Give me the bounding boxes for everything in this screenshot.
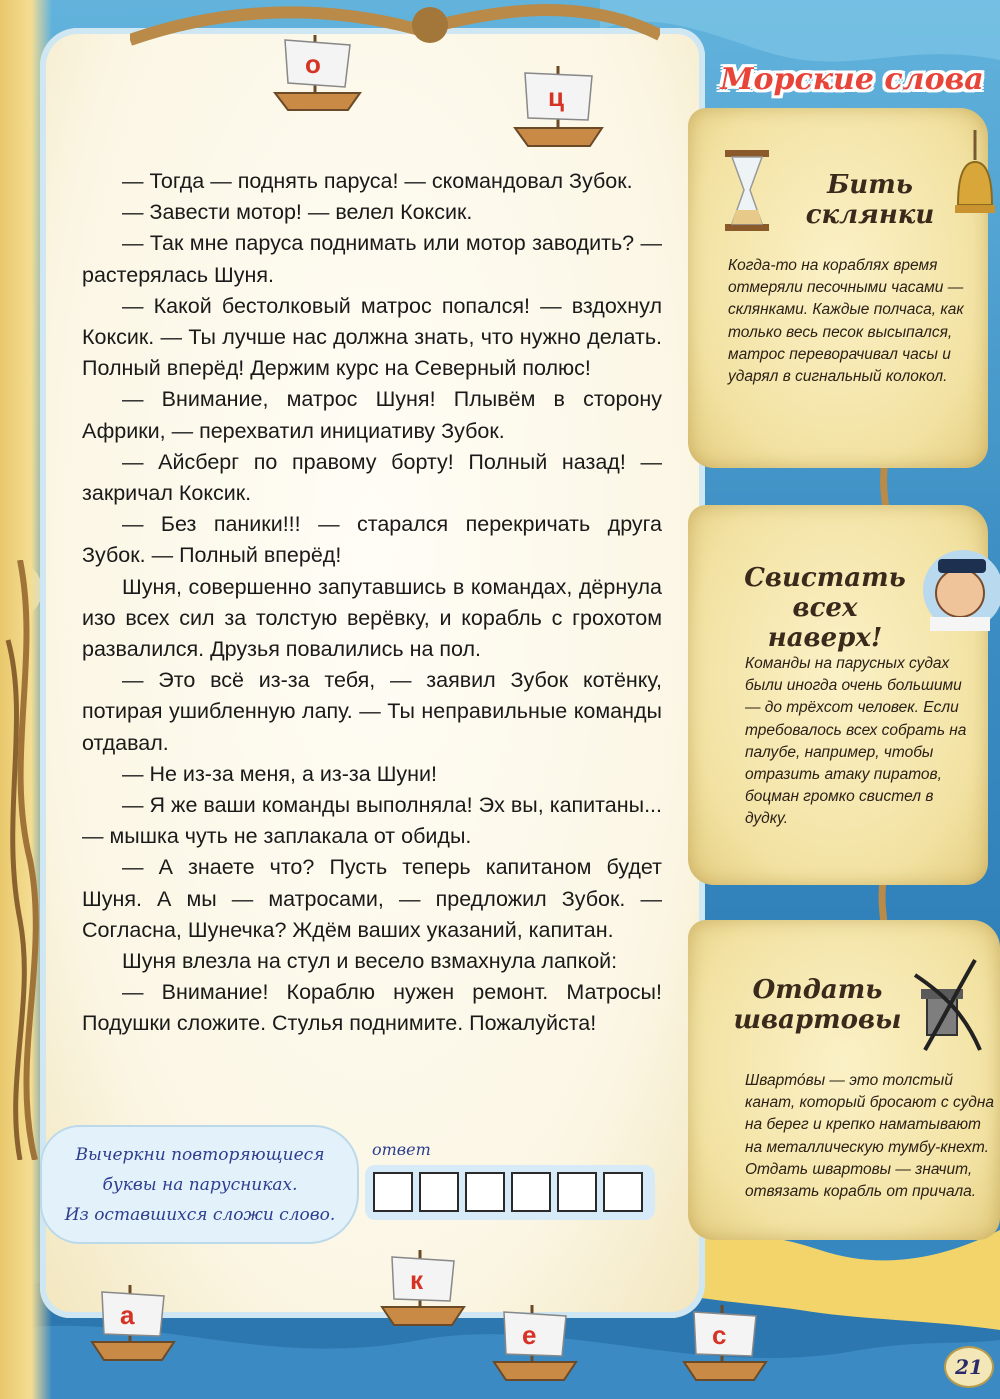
scroll-heading bbox=[730, 975, 905, 1035]
story-paragraph: — Айсберг по правому борту! Полный назад! — закричал Коксик. bbox=[82, 449, 662, 506]
scroll-body: Команды на парусных судах были иногда очень большими — до трёхсот человек. Если требовалось всех собрать на палубе, например, чтобы отразить атаку пиратов, боцман громко свистел в дудку. bbox=[745, 655, 967, 828]
boatswain-icon bbox=[918, 545, 1000, 635]
page-number: 21 bbox=[944, 1346, 994, 1388]
answer-box[interactable] bbox=[557, 1172, 597, 1212]
heading-line: Бить bbox=[827, 170, 913, 200]
heading-line: Отдать bbox=[752, 975, 883, 1005]
scroll-body: Когда-то на кораблях время отмеряли песочными часами — склянками. Каждые полчаса, как только весь песок высыпался, матрос переворачивал часы и ударял в сигнальный колокол. bbox=[728, 257, 964, 386]
boat-letter: о bbox=[305, 49, 321, 79]
task-line: буквы на парусниках. bbox=[102, 1175, 298, 1195]
story-paragraph: — Без паники!!! — старался перекричать друга Зубок. — Полный вперёд! bbox=[82, 512, 662, 568]
story-paragraph: — Завести мотор! — велел Коксик. bbox=[122, 200, 473, 225]
boat-bottom-3 bbox=[490, 1300, 580, 1385]
scroll-heading bbox=[780, 170, 960, 230]
task-line: Из оставшихся сложи слово. bbox=[64, 1205, 336, 1225]
heading-line: швартовы bbox=[733, 1005, 902, 1035]
boat-letter: ц bbox=[548, 82, 564, 112]
boat-letter: с bbox=[712, 1320, 727, 1350]
boat-bottom-4 bbox=[680, 1300, 770, 1385]
task-line: Вычеркни повторяющиеся bbox=[75, 1145, 325, 1165]
story-paragraph: — Внимание, матрос Шуня! Плывём в сторону Африки, — перехватил инициативу Зубок. bbox=[82, 387, 662, 443]
story-paragraph: — Не из-за меня, а из-за Шуни! bbox=[122, 761, 438, 786]
boat-letter: а bbox=[120, 1300, 135, 1330]
boat-top-left bbox=[270, 25, 365, 115]
story-paragraph: — А знаете что? Пусть теперь капитаном будет Шуня. А мы — матросами, — предложил Зубок. — Согласна, Шунечка? Ждём ваших указаний, капитан. bbox=[82, 855, 662, 942]
boat-top-right bbox=[510, 58, 605, 150]
boat-bottom-1 bbox=[88, 1280, 178, 1365]
task-instructions bbox=[50, 1140, 350, 1230]
answer-boxes bbox=[365, 1165, 655, 1220]
story-paragraph: — Я же ваши команды выполняла! Эх вы, капитаны... — мышка чуть не заплакала от обиды. bbox=[82, 793, 662, 849]
story-paragraph: — Внимание! Кораблю нужен ремонт. Матросы! Подушки сложите. Стулья поднимите. Пожалуйста! bbox=[82, 980, 662, 1036]
story-text bbox=[82, 166, 662, 1040]
story-paragraph: Шуня влезла на стул и весело взмахнула лапкой: bbox=[122, 949, 618, 974]
answer-box[interactable] bbox=[511, 1172, 551, 1212]
answer-label: ответ bbox=[372, 1140, 431, 1159]
story-paragraph: — Какой бестолковый матрос попался! — вздохнул Коксик. — Ты лучше нас должна знать, что нужно делать. Полный вперёд! Держим курс на Северный полюс! bbox=[82, 293, 662, 381]
heading-line: Свистать bbox=[744, 563, 906, 593]
scroll-body: Шварто́вы — это толстый канат, который бросают с судна на берег и крепко наматывают на металлическую тумбу-кнехт. Отдать швартовы — значит, отвязать корабль от причала. bbox=[745, 1072, 994, 1201]
boat-letter: к bbox=[410, 1265, 424, 1295]
heading-line: склянки bbox=[805, 200, 935, 230]
answer-box[interactable] bbox=[603, 1172, 643, 1212]
boat-letter: е bbox=[522, 1320, 537, 1350]
story-paragraph: Шуня, совершенно запутавшись в командах, дёрнула изо всех сил за толстую верёвку, и корабль с грохотом развалился. Друзья повалились на пол. bbox=[82, 574, 662, 662]
bollard-icon bbox=[905, 955, 990, 1055]
page-title: Морские слова bbox=[720, 62, 984, 97]
boat-bottom-2 bbox=[378, 1245, 468, 1330]
answer-box[interactable] bbox=[373, 1172, 413, 1212]
story-paragraph: — Тогда — поднять паруса! — скомандовал Зубок. bbox=[122, 169, 633, 193]
hourglass-icon bbox=[722, 148, 772, 233]
answer-box[interactable] bbox=[419, 1172, 459, 1212]
story-paragraph: — Так мне паруса поднимать или мотор заводить? — растерялась Шуня. bbox=[82, 231, 662, 287]
scroll-heading bbox=[735, 563, 915, 653]
story-paragraph: — Это всё из-за тебя, — заявил Зубок котёнку, потирая ушибленную лапу. — Ты неправильные команды отдавал. bbox=[82, 668, 662, 755]
heading-line: всех наверх! bbox=[767, 593, 883, 653]
answer-box[interactable] bbox=[465, 1172, 505, 1212]
